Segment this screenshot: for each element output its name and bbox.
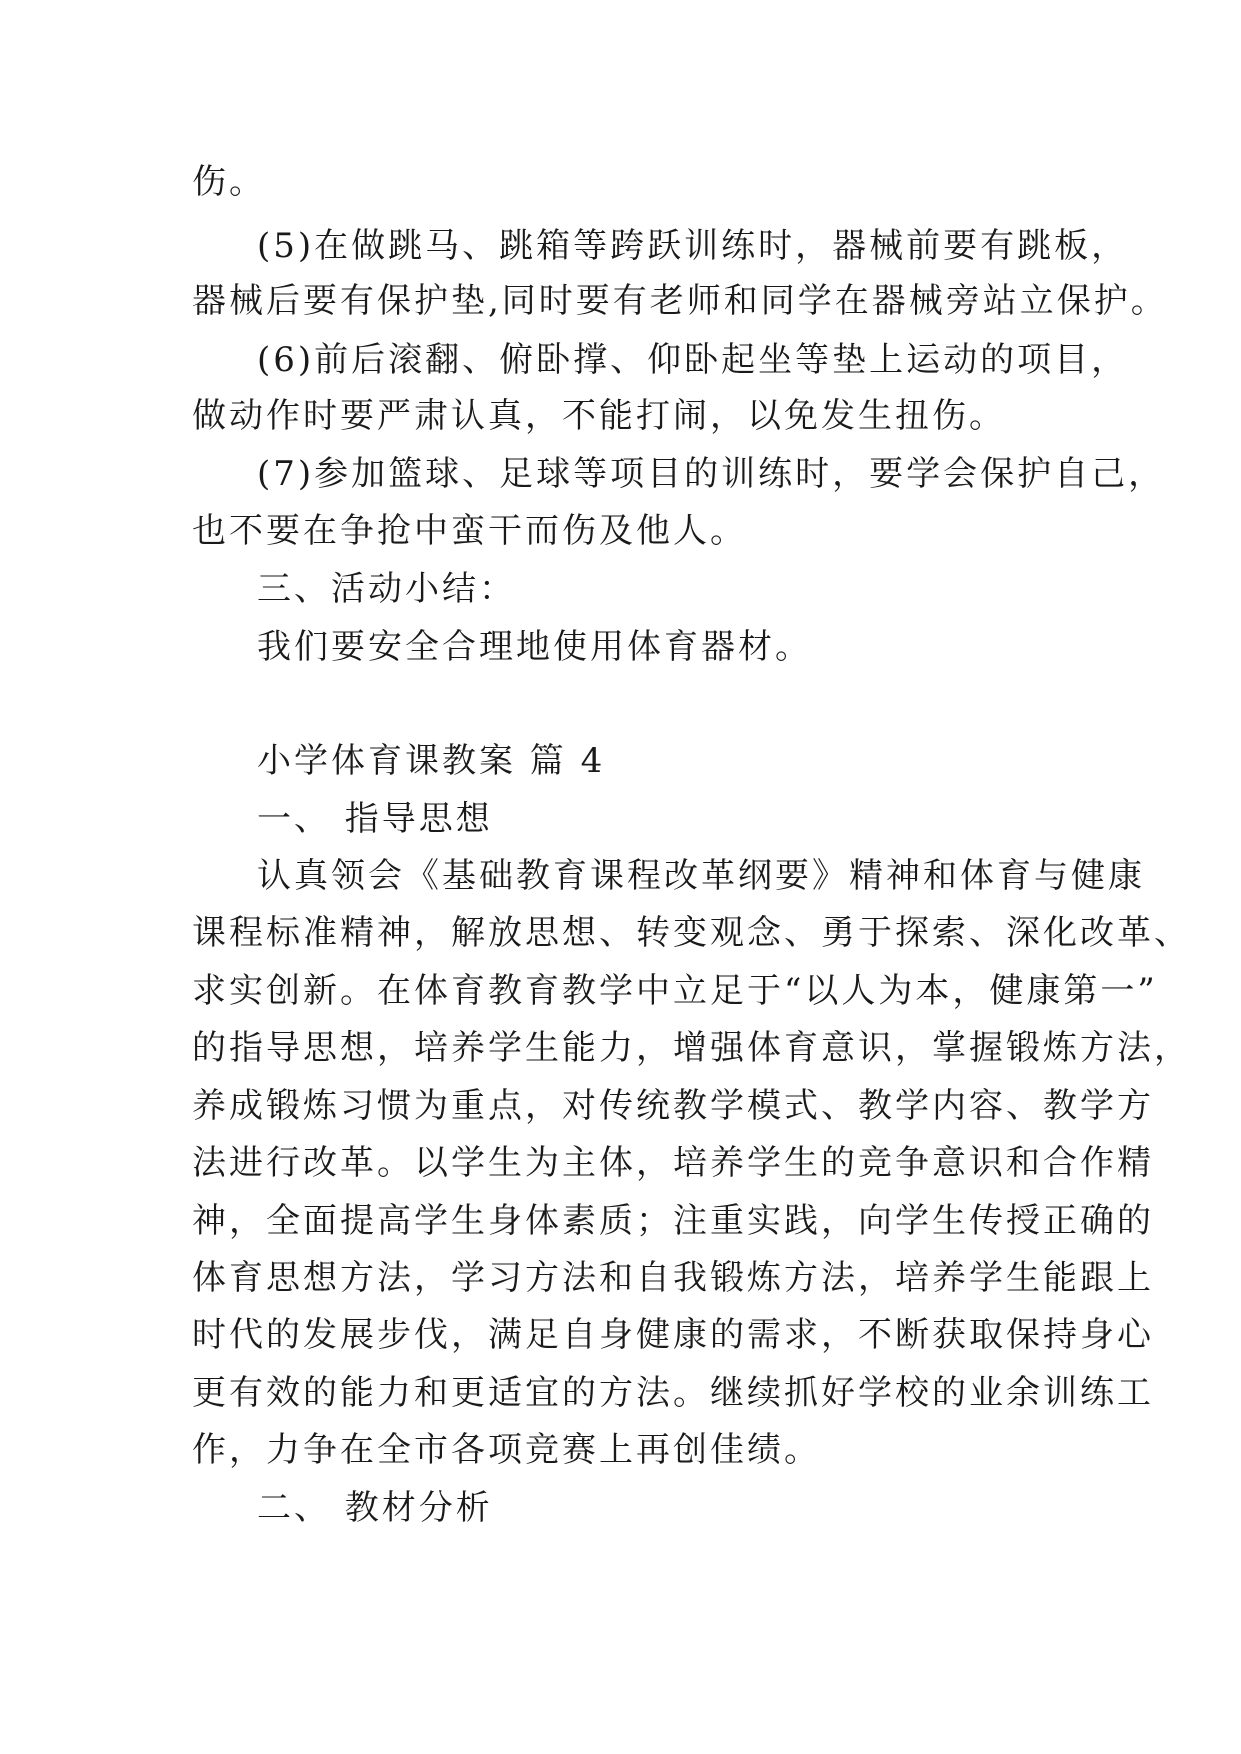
text-line: 认真领会《基础教育课程改革纲要》精神和体育与健康 [257, 856, 1145, 896]
article-title: 小学体育课教案 篇 4 [257, 741, 606, 781]
text-line: 器械后要有保护垫,同时要有老师和同学在器械旁站立保护。 [192, 281, 1168, 321]
text-line: 时代的发展步伐，满足自身健康的需求，不断获取保持身心 [192, 1315, 1154, 1355]
text-line: 作，力争在全市各项竞赛上再创佳绩。 [192, 1430, 821, 1470]
text-line: (6)前后滚翻、俯卧撑、仰卧起坐等垫上运动的项目， [257, 340, 1129, 380]
text-line: 养成锻炼习惯为重点，对传统教学模式、教学内容、教学方 [192, 1086, 1154, 1126]
section-heading: 二、 教材分析 [257, 1488, 493, 1528]
text-line: 的指导思想，培养学生能力，增强体育意识，掌握锻炼方法， [192, 1028, 1191, 1068]
text-line: 我们要安全合理地使用体育器材。 [257, 627, 812, 667]
text-line: 体育思想方法，学习方法和自我锻炼方法，培养学生能跟上 [192, 1258, 1154, 1298]
text-line: 做动作时要严肃认真，不能打闹，以免发生扭伤。 [192, 396, 1006, 436]
section-heading: 一、 指导思想 [257, 799, 493, 839]
text-line: 法进行改革。以学生为主体，培养学生的竞争意识和合作精 [192, 1143, 1154, 1183]
text-line: 也不要在争抢中蛮干而伤及他人。 [192, 511, 747, 551]
text-line: 神，全面提高学生身体素质；注重实践，向学生传授正确的 [192, 1201, 1154, 1241]
section-heading: 三、活动小结： [257, 569, 516, 609]
text-line: 求实创新。在体育教育教学中立足于“以人为本，健康第一” [192, 971, 1158, 1011]
text-line: 伤。 [192, 162, 266, 202]
text-line: (5)在做跳马、跳箱等跨跃训练时，器械前要有跳板， [257, 226, 1129, 266]
text-line: (7)参加篮球、足球等项目的训练时，要学会保护自己， [257, 454, 1166, 494]
text-line: 更有效的能力和更适宜的方法。继续抓好学校的业余训练工 [192, 1373, 1154, 1413]
text-line: 课程标准精神，解放思想、转变观念、勇于探索、深化改革、 [192, 913, 1191, 953]
